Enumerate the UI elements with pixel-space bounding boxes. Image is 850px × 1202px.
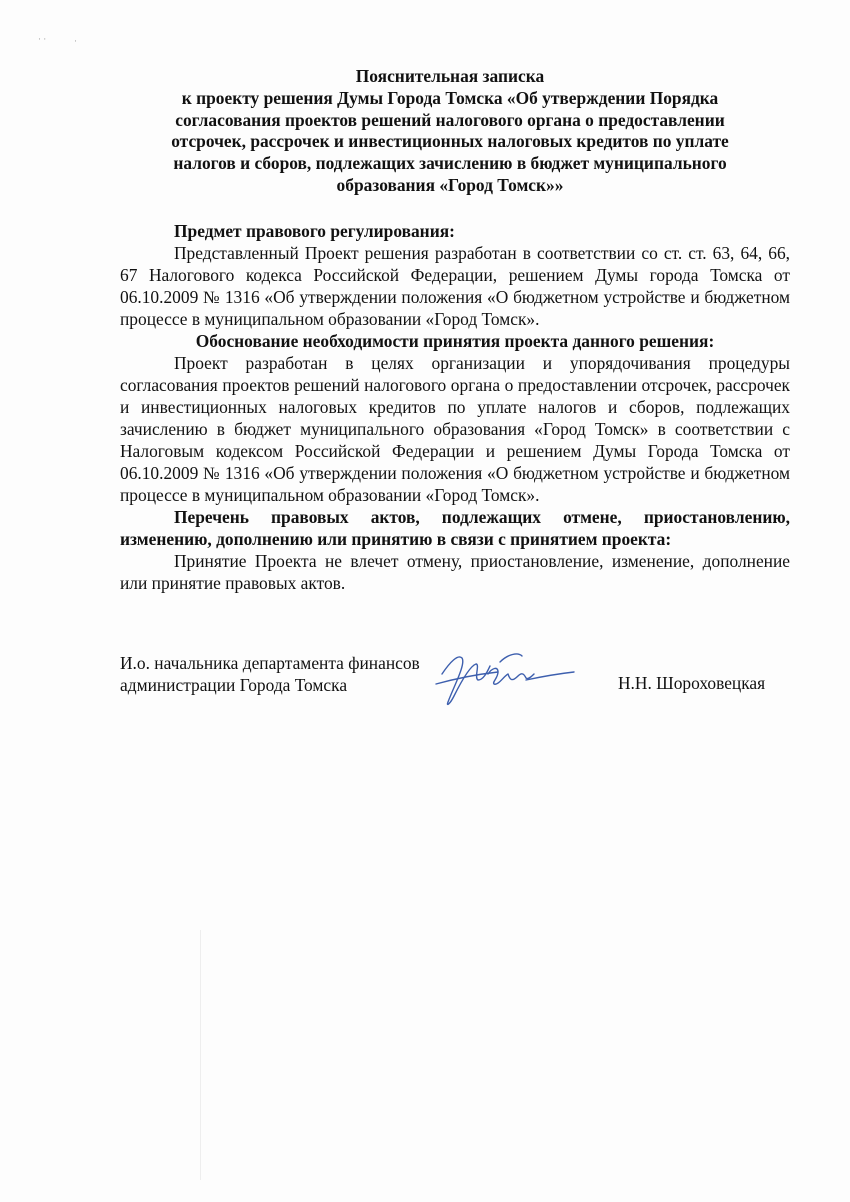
position-line: И.о. начальника департамента финансов xyxy=(120,653,420,673)
section-text-subject: Представленный Проект решения разработан в соответствии со ст. ст. 63, 64, 66, 67 Налогового кодекса Российской Федерации, решением Думы города Томска от 06.10.2009 № 1316 «Об утверждении положения «О бюджетном устройстве и бюджетном процессе в муниципальном образовании «Город Томск». xyxy=(120,243,790,329)
signature-block xyxy=(120,652,790,712)
signatory-name: Н.Н. Шороховецкая xyxy=(618,673,766,693)
section-heading-subject: Предмет правового регулирования: xyxy=(174,221,455,241)
title-line: к проекту решения Думы Города Томска «Об утверждении Порядка xyxy=(181,87,719,108)
section-heading-justification: Обоснование необходимости принятия проекта данного решения: xyxy=(195,331,715,351)
section-text-justification: Проект разработан в целях организации и упорядочивания процедуры согласования проектов решений налогового органа о предоставлении отсрочек, рассрочек и инвестиционных налоговых кредитов по уплате налогов и сборов, подлежащих зачислению в бюджет муниципального образования «Город Томск» в соответствии с Налоговым кодексом Российской Федерации и решением Думы Города Томска от 06.10.2009 № 1316 «Об утверждении положения «О бюджетном устройстве и бюджетном процессе в муниципальном образовании «Город Томск». xyxy=(120,353,790,505)
title-line: отсрочек, рассрочек и инвестиционных налоговых кредитов по уплате xyxy=(171,131,729,152)
title-line: согласования проектов решений налогового органа о предоставлении xyxy=(175,109,725,130)
scan-speck: · xyxy=(74,36,77,46)
handwritten-signature xyxy=(428,644,578,710)
signatory-position xyxy=(120,652,460,696)
scan-speck: · · xyxy=(38,34,47,44)
section-heading-acts: Перечень правовых актов, подлежащих отмене, приостановлению, изменению, дополнению или принятию в связи с принятием проекта: xyxy=(120,507,790,549)
document-title xyxy=(110,66,790,197)
title-line: образования «Город Томск»» xyxy=(336,174,564,195)
title-line: налогов и сборов, подлежащих зачислению в бюджет муниципального xyxy=(173,153,727,174)
section-text-acts: Принятие Проекта не влечет отмену, приостановление, изменение, дополнение или принятие правовых актов. xyxy=(120,551,790,593)
title-line: Пояснительная записка xyxy=(355,66,545,86)
position-line: администрации Города Томска xyxy=(120,675,348,695)
scan-artifact xyxy=(200,930,201,1180)
document-body xyxy=(120,220,790,594)
